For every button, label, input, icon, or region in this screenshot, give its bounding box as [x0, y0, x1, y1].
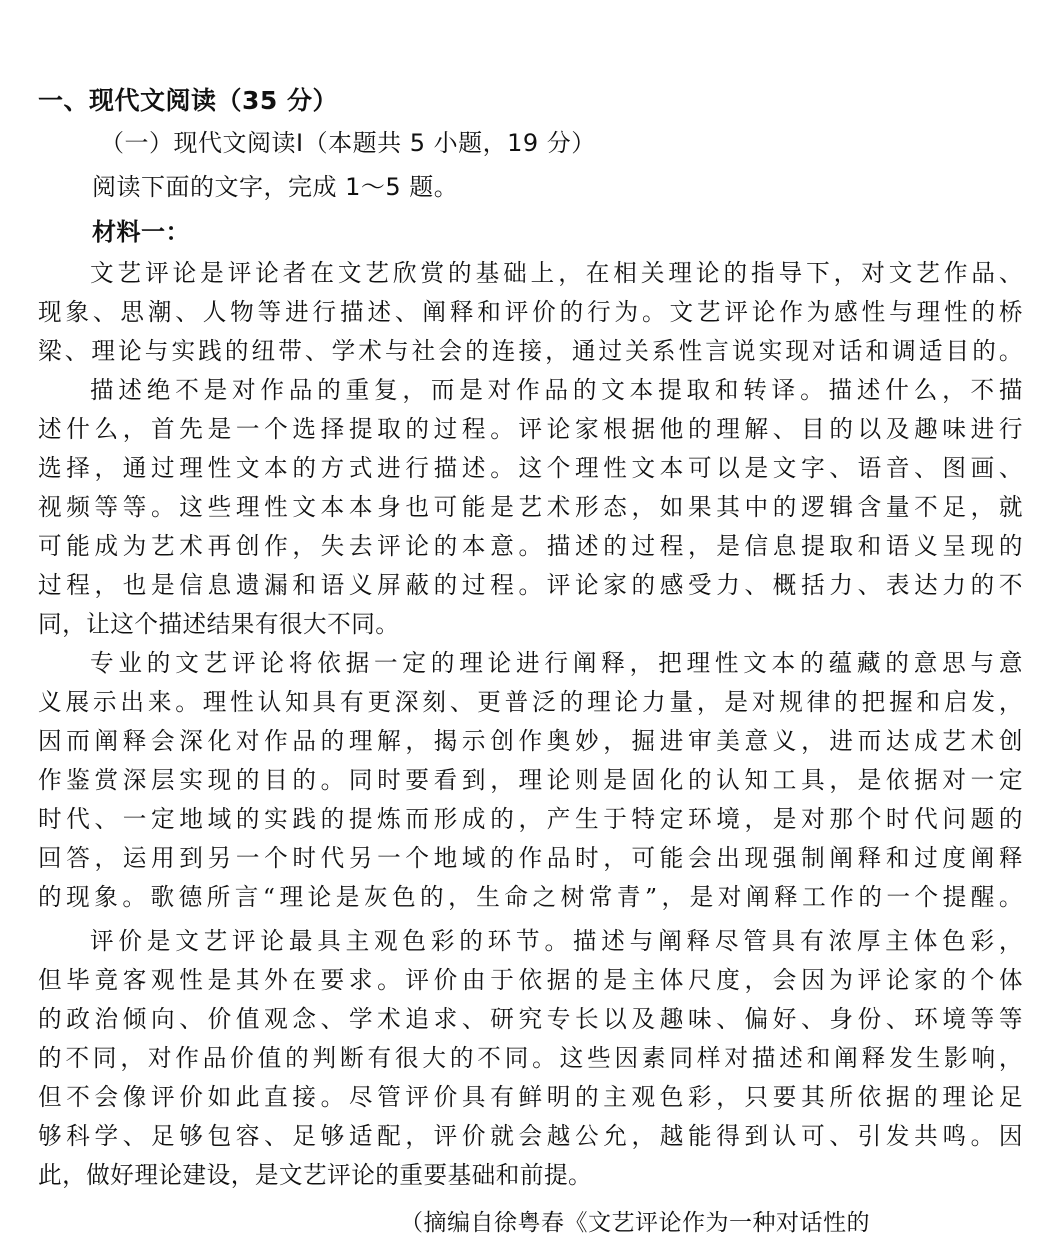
- paragraph-3-line-1: 专业的文艺评论将依据一定的理论进行阐释，把理性文本的蕴藏的意思与意: [90, 649, 1023, 677]
- paragraph-2-line-4: 视频等等。这些理性文本本身也可能是艺术形态，如果其中的逻辑含量不足，就: [38, 493, 1023, 521]
- paragraph-1-line-1: 文艺评论是评论者在文艺欣赏的基础上，在相关理论的指导下，对文艺作品、: [90, 259, 1023, 287]
- paragraph-1-line-3: 梁、理论与实践的纽带、学术与社会的连接，通过关系性言说实现对话和调适目的。: [38, 337, 1023, 365]
- paragraph-3-line-3: 因而阐释会深化对作品的理解，揭示创作奥妙，掘进审美意义，进而达成艺术创: [38, 727, 1023, 755]
- paragraph-2-line-7: 同，让这个描述结果有很大不同。: [38, 610, 400, 638]
- paragraph-2-line-2: 述什么，首先是一个选择提取的过程。评论家根据他的理解、目的以及趣味进行: [38, 415, 1023, 443]
- paragraph-4-line-4: 的不同，对作品价值的判断有很大的不同。这些因素同样对描述和阐释发生影响，: [38, 1044, 1023, 1072]
- paragraph-2-line-5: 可能成为艺术再创作，失去评论的本意。描述的过程，是信息提取和语义呈现的: [38, 532, 1023, 560]
- paragraph-3-line-6: 回答，运用到另一个时代另一个地域的作品时，可能会出现强制阐释和过度阐释: [38, 844, 1023, 872]
- paragraph-1-line-2: 现象、思潮、人物等进行描述、阐释和评价的行为。文艺评论作为感性与理性的桥: [38, 298, 1023, 326]
- paragraph-4-line-3: 的政治倾向、价值观念、学术追求、研究专长以及趣味、偏好、身份、环境等等: [38, 1005, 1023, 1033]
- section-title: 一、现代文阅读（35 分）: [38, 86, 338, 115]
- paragraph-3-line-4: 作鉴赏深层实现的目的。同时要看到，理论则是固化的认知工具，是依据对一定: [38, 766, 1023, 794]
- paragraph-4-line-7: 此，做好理论建设，是文艺评论的重要基础和前提。: [38, 1161, 593, 1189]
- paragraph-3-line-7: 的现象。歌德所言“理论是灰色的，生命之树常青”，是对阐释工作的一个提醒。: [38, 883, 1023, 911]
- section-subtitle: （一）现代文阅读Ⅰ（本题共 5 小题，19 分）: [100, 129, 596, 157]
- paragraph-4-line-1: 评价是文艺评论最具主观色彩的环节。描述与阐释尽管具有浓厚主体色彩，: [90, 927, 1023, 955]
- instruction-text: 阅读下面的文字，完成 1～5 题。: [92, 173, 459, 201]
- source-note: （摘编自徐粤春《文艺评论作为一种对话性的: [400, 1210, 870, 1236]
- paragraph-4-line-2: 但毕竟客观性是其外在要求。评价由于依据的是主体尺度，会因为评论家的个体: [38, 966, 1023, 994]
- paragraph-3-line-5: 时代、一定地域的实践的提炼而形成的，产生于特定环境，是对那个时代问题的: [38, 805, 1023, 833]
- paragraph-3-line-2: 义展示出来。理性认知具有更深刻、更普泛的理论力量，是对规律的把握和启发，: [38, 688, 1023, 716]
- paragraph-2-line-1: 描述绝不是对作品的重复，而是对作品的文本提取和转译。描述什么，不描: [90, 376, 1023, 404]
- paragraph-2-line-6: 过程，也是信息遗漏和语义屏蔽的过程。评论家的感受力、概括力、表达力的不: [38, 571, 1023, 599]
- material-label: 材料一：: [92, 218, 190, 246]
- paragraph-2-line-3: 选择，通过理性文本的方式进行描述。这个理性文本可以是文字、语音、图画、: [38, 454, 1023, 482]
- paragraph-4-line-5: 但不会像评价如此直接。尽管评价具有鲜明的主观色彩，只要其所依据的理论足: [38, 1083, 1023, 1111]
- paragraph-4-line-6: 够科学、足够包容、足够适配，评价就会越公允，越能得到认可、引发共鸣。因: [38, 1122, 1023, 1150]
